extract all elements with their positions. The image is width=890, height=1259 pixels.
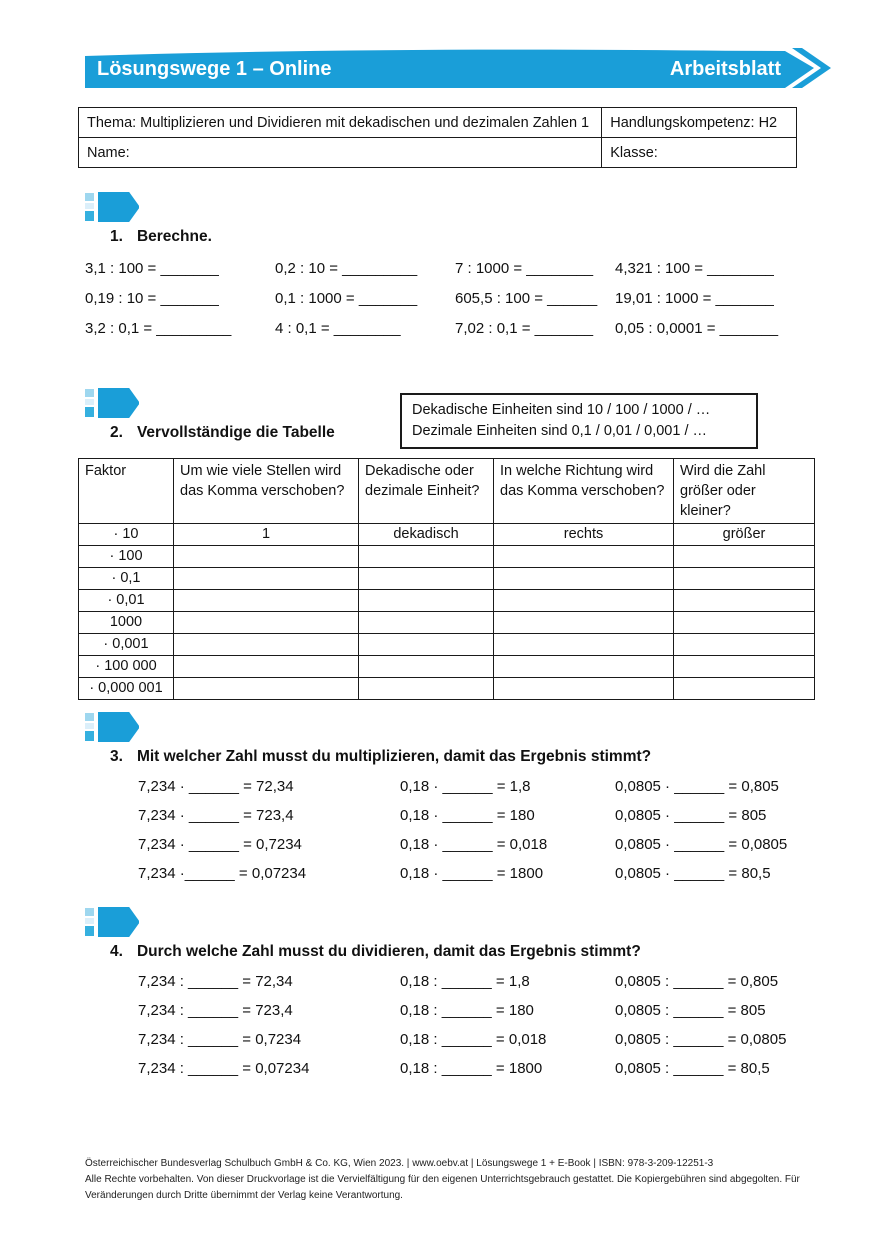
problem: 19,01 : 1000 = _______ bbox=[615, 290, 774, 307]
problem: 0,18 : ______ = 180 bbox=[400, 1002, 534, 1019]
name-cell: Name: bbox=[79, 138, 602, 168]
problem: 7,234 : ______ = 723,4 bbox=[138, 1002, 293, 1019]
problem: 0,0805 · ______ = 0,805 bbox=[615, 778, 779, 795]
col-header: Wird die Zahl größer oder kleiner? bbox=[674, 459, 815, 524]
exercise-number: 2. bbox=[110, 424, 123, 441]
col-header: Um wie viele Stellen wird das Komma verschoben? bbox=[174, 459, 359, 524]
exercise-1-title: 1. Berechne. bbox=[110, 228, 212, 245]
table-row: · 10 1 dekadisch rechts größer bbox=[79, 524, 815, 546]
problem: 7,234 · ______ = 0,7234 bbox=[138, 836, 302, 853]
table-header-row bbox=[79, 459, 815, 524]
problem: 0,0805 · ______ = 0,0805 bbox=[615, 836, 788, 853]
info-table bbox=[78, 107, 797, 168]
problem: 0,0805 · ______ = 80,5 bbox=[615, 865, 771, 882]
pencil-icon bbox=[85, 907, 139, 937]
table-row: · 100 bbox=[79, 546, 815, 568]
problem: 0,2 : 10 = _________ bbox=[275, 260, 418, 277]
problem: 0,1 : 1000 = _______ bbox=[275, 290, 418, 307]
exercise-number: 4. bbox=[110, 943, 123, 960]
problem: 7,234 · ______ = 72,34 bbox=[138, 778, 294, 795]
table-row: · 0,01 bbox=[79, 590, 815, 612]
thema-cell: Thema: Multiplizieren und Dividieren mit dekadischen und dezimalen Zahlen 1 bbox=[79, 108, 602, 138]
problem: 3,2 : 0,1 = _________ bbox=[85, 320, 232, 337]
exercise-4-problems bbox=[138, 973, 825, 1077]
exercise-3-title: 3. Mit welcher Zahl musst du multiplizieren, damit das Ergebnis stimmt? bbox=[110, 748, 652, 765]
problem: 7,234 ·______ = 0,07234 bbox=[138, 865, 307, 882]
exercise-3 bbox=[85, 712, 825, 882]
problem: 0,0805 : ______ = 0,0805 bbox=[615, 1031, 787, 1048]
footer-line: Österreichischer Bundesverlag Schulbuch GmbH & Co. KG, Wien 2023. | www.oebv.at | Lösungswege 1 + E-Book | ISBN: 978-3-209-12251-3 bbox=[85, 1158, 714, 1169]
table-row bbox=[79, 108, 797, 138]
exercise-1 bbox=[85, 192, 825, 337]
hint-box bbox=[400, 393, 758, 449]
pencil-icon bbox=[85, 388, 139, 418]
exercise-1-problems bbox=[85, 260, 825, 337]
footer-line: Alle Rechte vorbehalten. Von dieser Druckvorlage ist die Vervielfältigung für den eigenen Unterrichtsgebrauch gestattet. Die Kopiergebühren sind abgegolten. Für bbox=[85, 1174, 800, 1185]
banner-badge: Arbeitsblatt bbox=[669, 58, 781, 80]
problem: 0,18 · ______ = 0,018 bbox=[400, 836, 548, 853]
problem: 3,1 : 100 = _______ bbox=[85, 260, 219, 277]
problem: 7,02 : 0,1 = _______ bbox=[455, 320, 594, 337]
exercise-3-problems bbox=[138, 778, 825, 882]
table-row: · 100 000 bbox=[79, 656, 815, 678]
footer-line: Veränderungen durch Dritte übernimmt der Verlag keine Verantwortung. bbox=[85, 1190, 403, 1201]
exercise-number: 1. bbox=[110, 228, 123, 245]
table-row: · 0,000 001 bbox=[79, 678, 815, 700]
banner-title: Lösungswege 1 – Online bbox=[97, 58, 332, 80]
table-row: · 0,001 bbox=[79, 634, 815, 656]
footer bbox=[85, 1156, 815, 1204]
problem: 7,234 : ______ = 0,7234 bbox=[138, 1031, 302, 1048]
header-banner bbox=[85, 48, 833, 88]
problem: 0,0805 : ______ = 805 bbox=[615, 1002, 766, 1019]
exercise-4 bbox=[85, 907, 825, 1077]
problem: 0,0805 · ______ = 805 bbox=[615, 807, 767, 824]
problem: 0,18 · ______ = 1800 bbox=[400, 865, 544, 882]
table-row: 1000 bbox=[79, 612, 815, 634]
problem: 0,05 : 0,0001 = _______ bbox=[615, 320, 779, 337]
exercise-number: 3. bbox=[110, 748, 123, 765]
table-row: · 0,1 bbox=[79, 568, 815, 590]
problem: 4,321 : 100 = ________ bbox=[615, 260, 774, 277]
problem: 0,18 · ______ = 180 bbox=[400, 807, 535, 824]
col-header: Dekadische oder dezimale Einheit? bbox=[359, 459, 494, 524]
problem: 4 : 0,1 = ________ bbox=[275, 320, 401, 337]
problem: 0,19 : 10 = _______ bbox=[85, 290, 219, 307]
pencil-icon bbox=[85, 192, 139, 222]
klasse-cell: Klasse: bbox=[602, 138, 797, 168]
problem: 0,0805 : ______ = 80,5 bbox=[615, 1060, 770, 1077]
problem: 7 : 1000 = ________ bbox=[455, 260, 594, 277]
problem: 7,234 : ______ = 0,07234 bbox=[138, 1060, 310, 1077]
faktor-table bbox=[78, 458, 815, 700]
kompetenz-cell: Handlungskompetenz: H2 bbox=[602, 108, 797, 138]
problem: 605,5 : 100 = ______ bbox=[455, 290, 598, 307]
col-header: In welche Richtung wird das Komma verschoben? bbox=[494, 459, 674, 524]
problem: 0,18 · ______ = 1,8 bbox=[400, 778, 531, 795]
exercise-2 bbox=[85, 388, 825, 696]
problem: 0,18 : ______ = 1,8 bbox=[400, 973, 530, 990]
problem: 0,18 : ______ = 0,018 bbox=[400, 1031, 547, 1048]
table-row bbox=[79, 138, 797, 168]
col-header: Faktor bbox=[79, 459, 174, 524]
pencil-icon bbox=[85, 712, 139, 742]
problem: 0,0805 : ______ = 0,805 bbox=[615, 973, 779, 990]
hint-line: Dekadische Einheiten sind 10 / 100 / 1000 / … bbox=[412, 402, 711, 418]
hint-line: Dezimale Einheiten sind 0,1 / 0,01 / 0,001 / … bbox=[412, 423, 708, 439]
exercise-4-title: 4. Durch welche Zahl musst du dividieren, damit das Ergebnis stimmt? bbox=[110, 943, 641, 960]
problem: 7,234 : ______ = 72,34 bbox=[138, 973, 293, 990]
problem: 7,234 · ______ = 723,4 bbox=[138, 807, 294, 824]
exercise-2-title: 2. Vervollständige die Tabelle bbox=[110, 424, 335, 441]
problem: 0,18 : ______ = 1800 bbox=[400, 1060, 543, 1077]
